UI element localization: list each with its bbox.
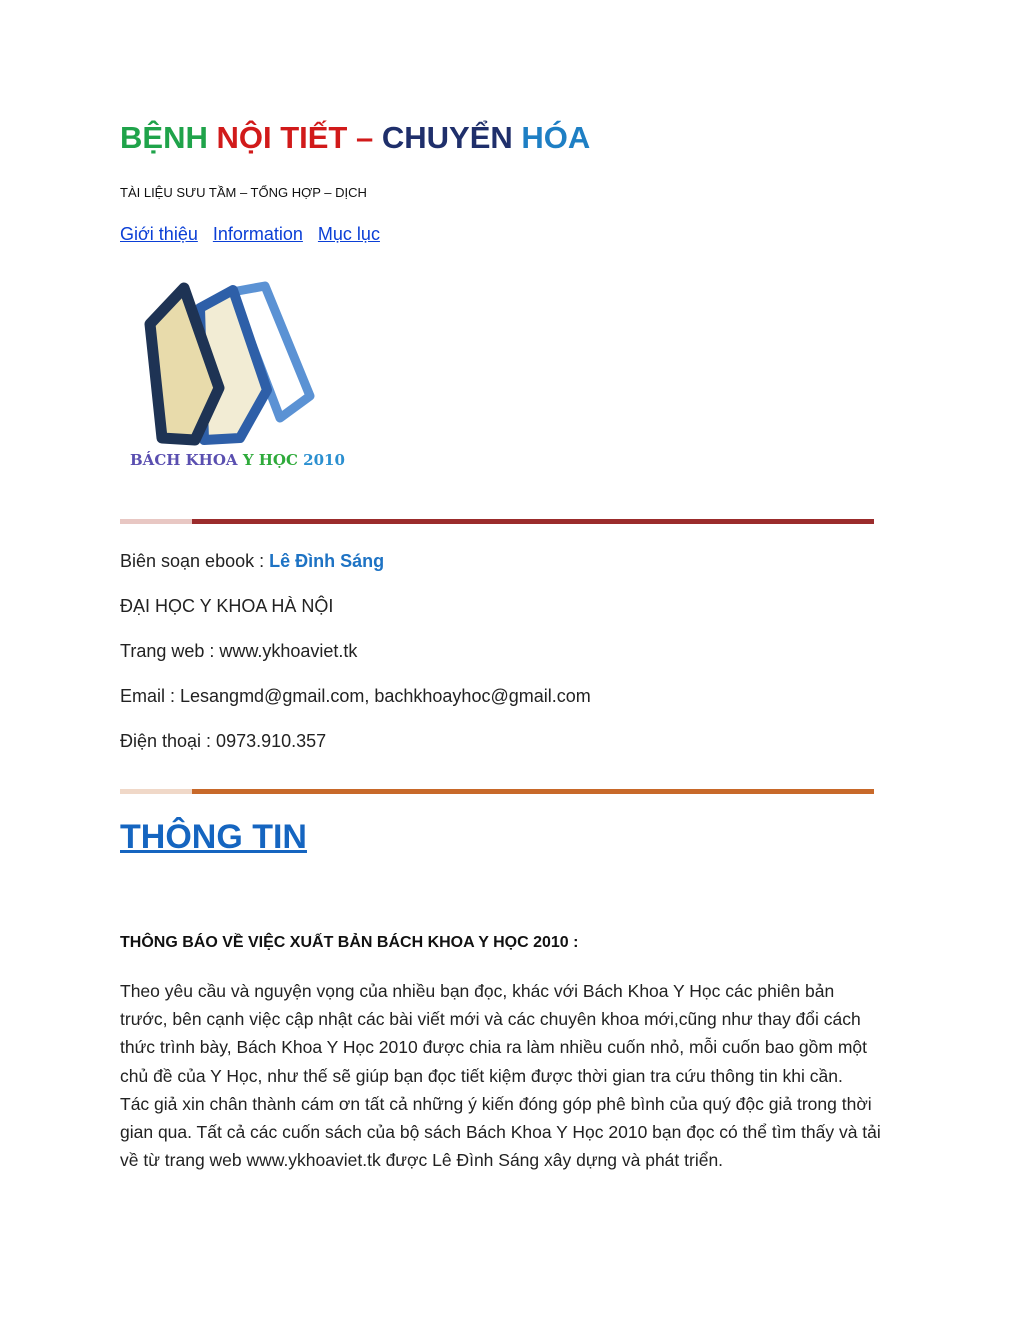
book-logo-icon — [120, 278, 350, 478]
link-gioi-thieu[interactable]: Giới thiệu — [120, 224, 198, 244]
title-word-benh: BỆNH — [120, 120, 208, 155]
website-line: Trang web : www.ykhoaviet.tk — [120, 641, 358, 661]
logo-caption-bach-khoa: BÁCH KHOA — [130, 451, 238, 469]
nav-links — [120, 224, 390, 245]
logo-caption-y-hoc: Y HỌC — [242, 451, 298, 469]
divider-red — [120, 519, 874, 524]
author-name: Lê Đình Sáng — [269, 551, 385, 571]
paragraph-line: thức trình bày, Bách Khoa Y Học 2010 được chia ra làm nhiều cuốn nhỏ, mỗi cuốn bao gồm một — [120, 1037, 868, 1058]
university-line: ĐẠI HỌC Y KHOA HÀ NỘI — [120, 596, 334, 616]
paragraph-line: Tác giả xin chân thành cám ơn tất cả những ý kiến đóng góp phê bình của quý độc giả trong thời — [120, 1093, 872, 1114]
email-line: Email : Lesangmd@gmail.com, bachkhoayhoc@gmail.com — [120, 686, 591, 706]
link-muc-luc[interactable]: Mục lục — [317, 224, 380, 244]
paragraph-line: trước, bên cạnh việc cập nhật các bài viết mới và các chuyên khoa mới,cũng như thay đổi cách — [120, 1009, 861, 1030]
paragraph-line: chủ đề của Y Học, như thế sẽ giúp bạn đọc tiết kiệm được thời gian tra cứu thông tin khi cần. — [120, 1065, 843, 1086]
logo-caption — [130, 451, 345, 469]
document-title — [120, 120, 590, 156]
author-label: Biên soạn ebook : — [120, 551, 270, 571]
title-dash: – — [355, 120, 374, 155]
title-word-noi-tiet: NỘI TIẾT — [216, 120, 348, 155]
paragraph-line: gian qua. Tất cả các cuốn sách của bộ sách Bách Khoa Y Học 2010 bạn đọc có thể tìm thấy và tải — [120, 1122, 881, 1143]
title-word-chuyen: CHUYỂN — [381, 120, 513, 155]
section-heading: THÔNG TIN — [120, 818, 307, 856]
paragraph-line: về từ trang web www.ykhoaviet.tk được Lê Đình Sáng xây dựng và phát triển. — [120, 1150, 724, 1171]
title-word-hoa: HÓA — [521, 120, 591, 155]
divider-orange — [120, 789, 874, 794]
phone-line: Điện thoại : 0973.910.357 — [120, 731, 327, 751]
document-subtitle: TÀI LIỆU SƯU TẦM – TỔNG HỢP – DỊCH — [120, 185, 367, 200]
paragraph-line: Theo yêu cầu và nguyện vọng của nhiều bạn đọc, khác với Bách Khoa Y Học các phiên bản — [120, 981, 835, 1001]
notice-title: THÔNG BÁO VỀ VIỆC XUẤT BẢN BÁCH KHOA Y HỌC 2010 : — [120, 934, 579, 951]
link-information[interactable]: Information — [212, 224, 303, 244]
author-line — [120, 551, 384, 572]
logo-caption-year: 2010 — [303, 451, 345, 469]
notice-paragraph — [120, 977, 910, 1174]
